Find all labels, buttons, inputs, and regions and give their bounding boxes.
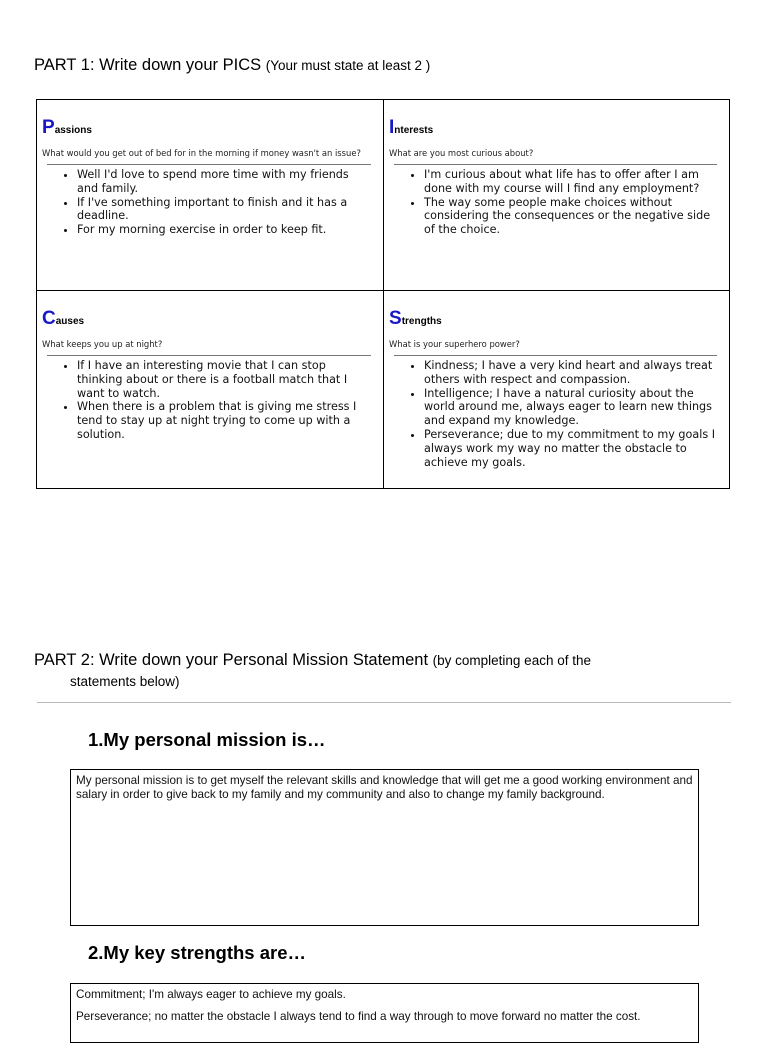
part1-heading-text: PART 1: Write down your PICS bbox=[34, 56, 262, 74]
mission-title: 1.My personal mission is… bbox=[88, 729, 326, 750]
causes-list bbox=[57, 359, 373, 442]
strengths-title: Strengths bbox=[389, 308, 442, 329]
mission-answer-box[interactable] bbox=[70, 769, 699, 926]
causes-title: Causes bbox=[42, 308, 85, 329]
part1-note: (Your must state at least 2 ) bbox=[265, 58, 431, 73]
strengths-question: What is your superhero power? bbox=[389, 339, 520, 349]
list-item: • When there is a problem that is giving me stress I tend to stay up at night trying to come up with a solution. bbox=[77, 400, 373, 441]
key-strengths-line: Perseverance; no matter the obstacle I always tend to find a way through to move forward no matter the cost. bbox=[76, 1010, 641, 1023]
part2-note: (by completing each of the bbox=[432, 653, 591, 668]
part2-note-continued: statements below) bbox=[70, 674, 180, 689]
key-strengths-line: Commitment; I'm always eager to achieve my goals. bbox=[76, 988, 346, 1001]
list-item: • For my morning exercise in order to keep fit. bbox=[77, 223, 373, 237]
causes-question: What keeps you up at night? bbox=[42, 339, 163, 349]
list-item: • Perseverance; due to my commitment to my goals I always work my way no matter the obstacle to achieve my goals. bbox=[424, 428, 719, 469]
strengths-list bbox=[404, 359, 719, 469]
interests-cell bbox=[384, 100, 729, 291]
part2-heading-text: PART 2: Write down your Personal Mission Statement bbox=[34, 651, 429, 669]
interests-list bbox=[404, 168, 719, 237]
strengths-cell bbox=[384, 291, 729, 488]
list-item: • I'm curious about what life has to offer after I am done with my course will I find any employment? bbox=[424, 168, 719, 196]
interests-title: Interests bbox=[389, 117, 434, 138]
divider bbox=[394, 164, 717, 165]
list-item: • If I have an interesting movie that I can stop thinking about or there is a football match that I want to watch. bbox=[77, 359, 373, 400]
divider bbox=[47, 164, 371, 165]
passions-question: What would you get out of bed for in the morning if money wasn't an issue? bbox=[42, 148, 361, 158]
list-item: • Intelligence; I have a natural curiosity about the world around me, always eager to learn new things and expand my knowledge. bbox=[424, 387, 719, 428]
passions-cell bbox=[37, 100, 384, 291]
divider bbox=[394, 355, 717, 356]
key-strengths-answer-box[interactable] bbox=[70, 983, 699, 1043]
list-item: • Kindness; I have a very kind heart and always treat others with respect and compassion. bbox=[424, 359, 719, 387]
list-item: • If I've something important to finish and it has a deadline. bbox=[77, 196, 373, 224]
part2-heading bbox=[34, 650, 694, 692]
passions-title: Passions bbox=[42, 117, 92, 138]
pics-table bbox=[36, 99, 730, 489]
part1-heading bbox=[34, 56, 430, 75]
divider bbox=[37, 702, 731, 703]
interests-question: What are you most curious about? bbox=[389, 148, 534, 158]
list-item: • Well I'd love to spend more time with my friends and family. bbox=[77, 168, 373, 196]
key-strengths-title: 2.My key strengths are… bbox=[88, 942, 306, 963]
causes-cell bbox=[37, 291, 384, 488]
mission-answer-text: My personal mission is to get myself the relevant skills and knowledge that will get me a good working environment and salary in order to give back to my family and my community and also to change my family background. bbox=[76, 774, 693, 801]
passions-list bbox=[57, 168, 373, 237]
list-item: • The way some people make choices without considering the consequences or the negative side of the choice. bbox=[424, 196, 719, 237]
divider bbox=[47, 355, 371, 356]
